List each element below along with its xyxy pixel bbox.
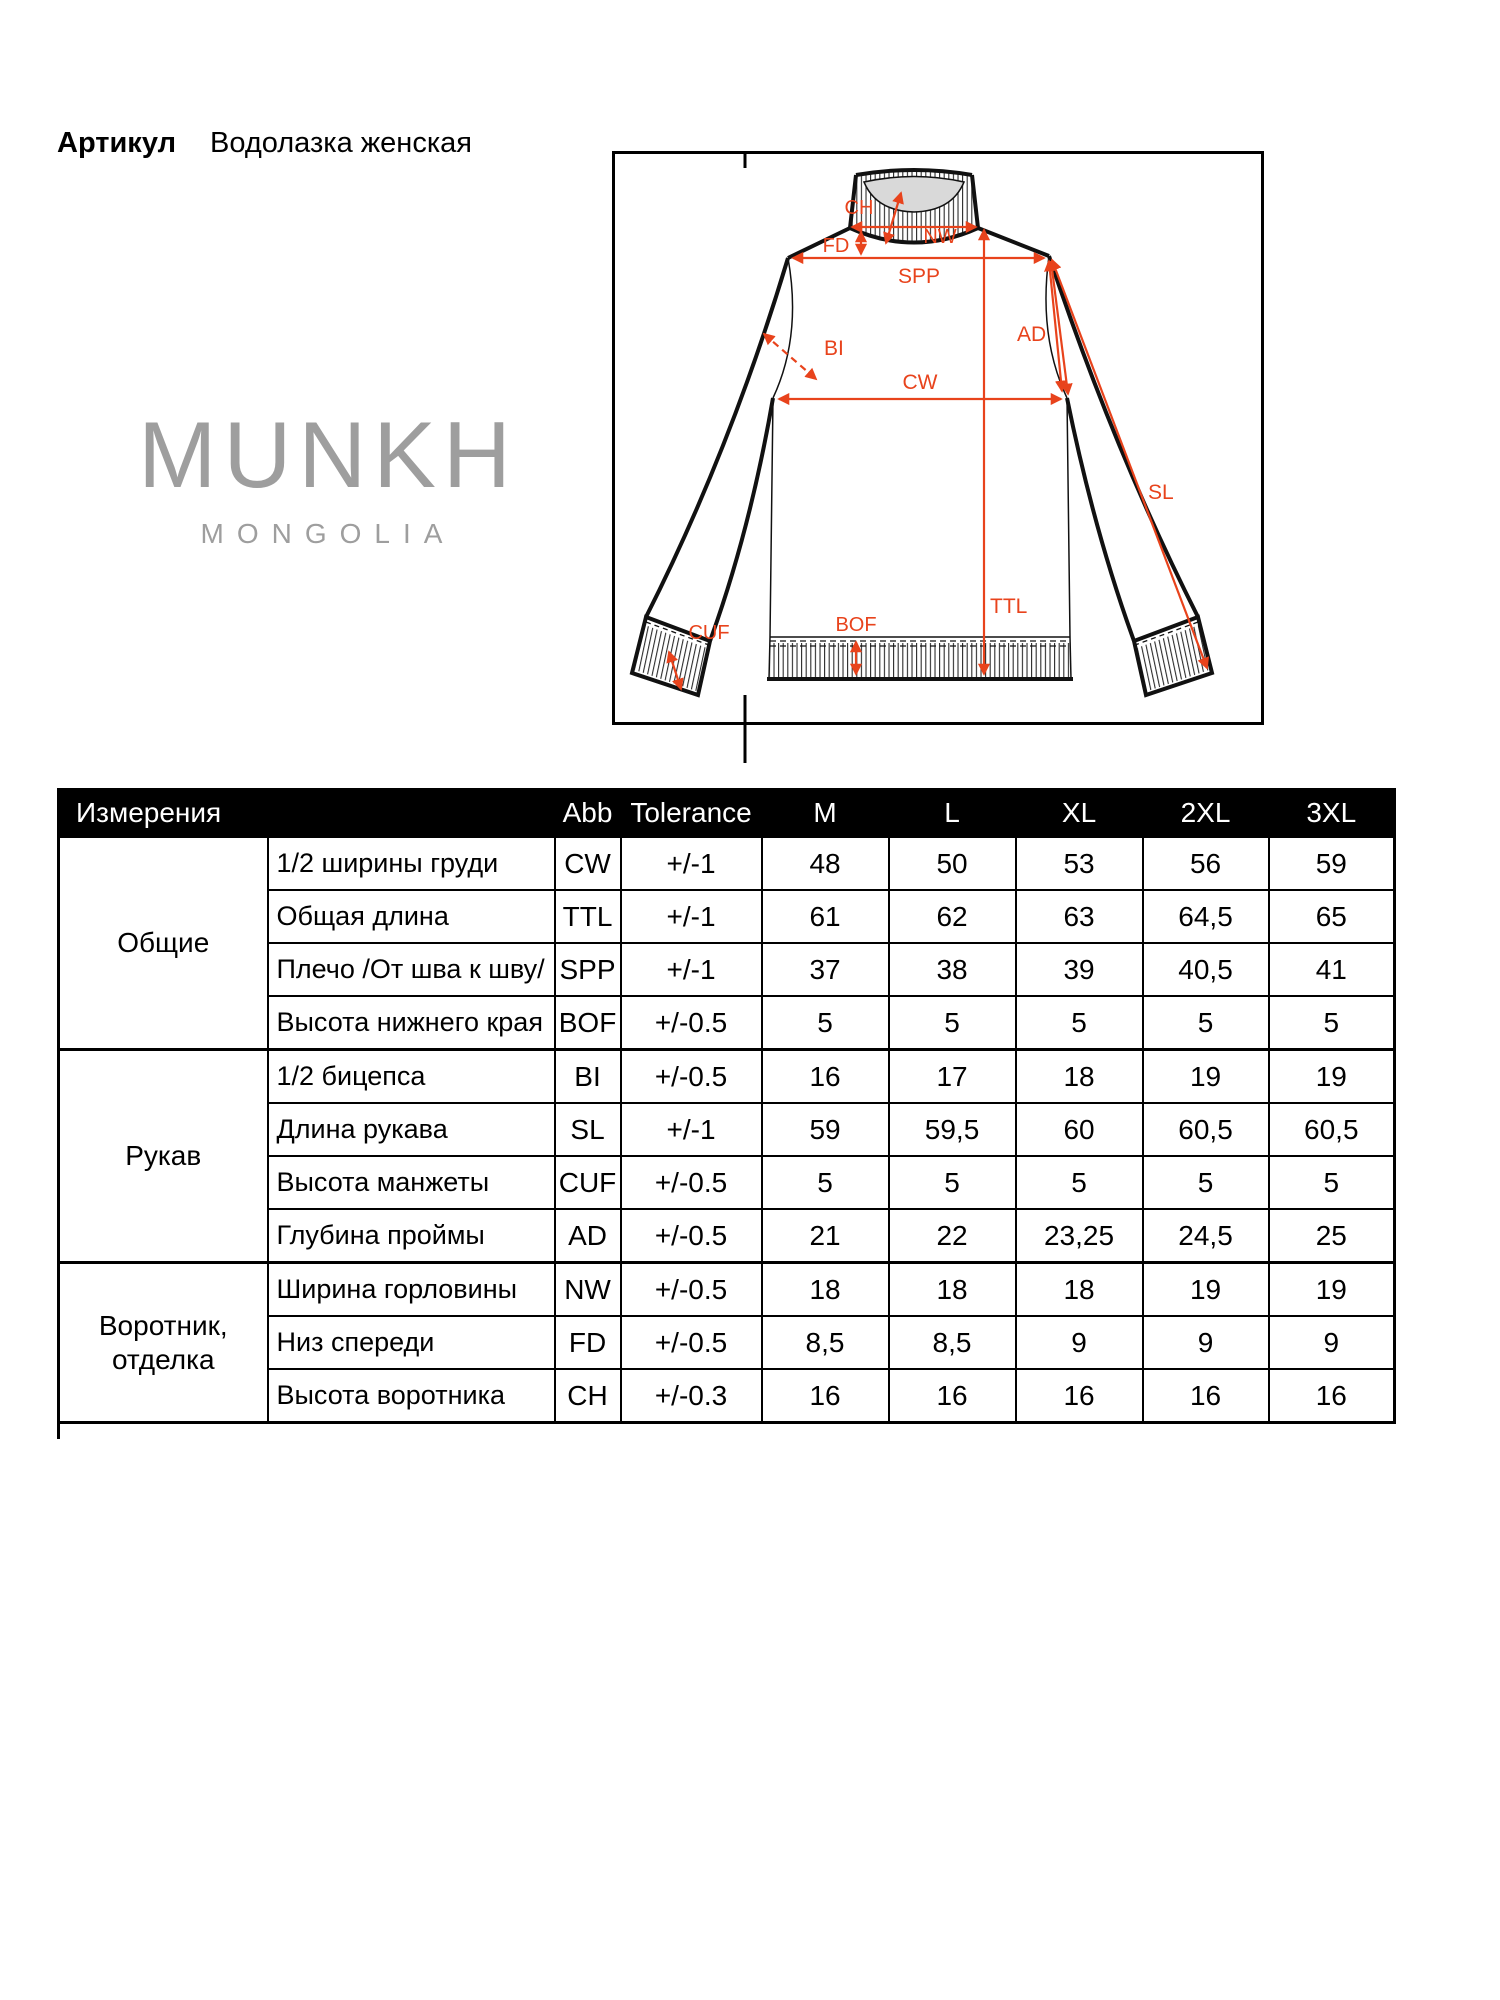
doc-header	[57, 128, 472, 160]
size-value: 48	[762, 837, 889, 891]
size-value: 5	[1269, 1156, 1395, 1209]
size-value: 5	[1016, 996, 1143, 1050]
table-header-row	[59, 790, 1395, 837]
col-header-abb: Abb	[555, 790, 621, 837]
size-value: 53	[1016, 837, 1143, 891]
size-value: 22	[889, 1209, 1016, 1263]
abbreviation: BI	[555, 1050, 621, 1104]
size-value: 9	[1269, 1316, 1395, 1369]
abbreviation: NW	[555, 1263, 621, 1317]
col-header-tolerance: Tolerance	[621, 790, 762, 837]
size-value: 59,5	[889, 1103, 1016, 1156]
size-value: 5	[1269, 996, 1395, 1050]
size-value: 16	[762, 1050, 889, 1104]
measurement-name: Ширина горловины	[268, 1263, 555, 1317]
abbreviation: SPP	[555, 943, 621, 996]
col-header-2xl: 2XL	[1143, 790, 1269, 837]
size-value: 60,5	[1269, 1103, 1395, 1156]
col-header-l: L	[889, 790, 1016, 837]
size-value: 18	[1016, 1263, 1143, 1317]
size-value: 61	[762, 890, 889, 943]
tolerance: +/-0.5	[621, 1050, 762, 1104]
size-value: 18	[889, 1263, 1016, 1317]
size-value: 5	[1143, 996, 1269, 1050]
size-value: 56	[1143, 837, 1269, 891]
size-value: 18	[762, 1263, 889, 1317]
size-value: 41	[1269, 943, 1395, 996]
size-value: 19	[1143, 1263, 1269, 1317]
measurement-name: Общая длина	[268, 890, 555, 943]
size-value: 60	[1016, 1103, 1143, 1156]
size-value: 8,5	[762, 1316, 889, 1369]
size-value: 9	[1143, 1316, 1269, 1369]
group-label: Воротник, отделка	[59, 1263, 268, 1423]
abbreviation: AD	[555, 1209, 621, 1263]
size-value: 50	[889, 837, 1016, 891]
diagram-label-ttl: TTL	[990, 595, 1028, 618]
size-value: 9	[1016, 1316, 1143, 1369]
col-header-measurements: Измерения	[59, 790, 555, 837]
diagram-label-spp: SPP	[897, 265, 941, 288]
col-header-xl: XL	[1016, 790, 1143, 837]
brand-logo	[108, 402, 548, 550]
measurement-name: Высота воротника	[268, 1369, 555, 1423]
size-value: 16	[762, 1369, 889, 1423]
table-left-border-tail	[57, 1412, 60, 1439]
product-name: Водолазка женская	[210, 127, 472, 159]
brand-name: MUNKH	[138, 402, 518, 507]
size-value: 23,25	[1016, 1209, 1143, 1263]
size-table	[57, 788, 1396, 1424]
size-value: 5	[1143, 1156, 1269, 1209]
size-value: 59	[1269, 837, 1395, 891]
abbreviation: TTL	[555, 890, 621, 943]
size-value: 60,5	[1143, 1103, 1269, 1156]
abbreviation: FD	[555, 1316, 621, 1369]
size-value: 5	[762, 1156, 889, 1209]
size-value: 63	[1016, 890, 1143, 943]
size-value: 21	[762, 1209, 889, 1263]
tolerance: +/-1	[621, 1103, 762, 1156]
size-value: 18	[1016, 1050, 1143, 1104]
tolerance: +/-0.5	[621, 1316, 762, 1369]
group-label: Рукав	[59, 1050, 268, 1263]
tolerance: +/-0.5	[621, 1156, 762, 1209]
size-value: 5	[762, 996, 889, 1050]
tolerance: +/-0.5	[621, 996, 762, 1050]
diagram-label-cw: CW	[902, 371, 938, 394]
size-value: 25	[1269, 1209, 1395, 1263]
abbreviation: SL	[555, 1103, 621, 1156]
article-label: Артикул	[57, 127, 176, 159]
measurement-name: 1/2 ширины груди	[268, 837, 555, 891]
abbreviation: BOF	[555, 996, 621, 1050]
tolerance: +/-1	[621, 890, 762, 943]
diagram-label-fd: FD	[822, 235, 850, 257]
size-value: 16	[1269, 1369, 1395, 1423]
size-value: 64,5	[1143, 890, 1269, 943]
size-value: 59	[762, 1103, 889, 1156]
measurement-name: Длина рукава	[268, 1103, 555, 1156]
size-value: 40,5	[1143, 943, 1269, 996]
size-value: 65	[1269, 890, 1395, 943]
diagram-label-bof: BOF	[835, 614, 877, 636]
size-value: 24,5	[1143, 1209, 1269, 1263]
col-header-m: M	[762, 790, 889, 837]
measurement-name: Глубина проймы	[268, 1209, 555, 1263]
abbreviation: CUF	[555, 1156, 621, 1209]
diagram-label-cuf: CUF	[688, 622, 730, 644]
abbreviation: CW	[555, 837, 621, 891]
size-value: 5	[889, 1156, 1016, 1209]
size-value: 16	[1143, 1369, 1269, 1423]
size-value: 5	[1016, 1156, 1143, 1209]
table-row	[59, 837, 1395, 891]
measurement-name: Высота нижнего края	[268, 996, 555, 1050]
table-row	[59, 1263, 1395, 1317]
size-value: 37	[762, 943, 889, 996]
size-value: 5	[889, 996, 1016, 1050]
table-row	[59, 1050, 1395, 1104]
size-value: 19	[1269, 1263, 1395, 1317]
tolerance: +/-0.3	[621, 1369, 762, 1423]
measurement-name: 1/2 бицепса	[268, 1050, 555, 1104]
tolerance: +/-1	[621, 837, 762, 891]
col-header-3xl: 3XL	[1269, 790, 1395, 837]
size-value: 8,5	[889, 1316, 1016, 1369]
brand-country: MONGOLIA	[200, 518, 456, 549]
diagram-label-ch: CH	[844, 197, 874, 219]
size-value: 19	[1269, 1050, 1395, 1104]
size-value: 16	[1016, 1369, 1143, 1423]
size-value: 38	[889, 943, 1016, 996]
diagram-label-nw: NW	[923, 226, 957, 248]
size-value: 19	[1143, 1050, 1269, 1104]
diagram-label-ad: AD	[1017, 323, 1047, 346]
tolerance: +/-0.5	[621, 1263, 762, 1317]
size-value: 17	[889, 1050, 1016, 1104]
group-label: Общие	[59, 837, 268, 1050]
diagram-label-sl: SL	[1148, 481, 1174, 504]
measurement-name: Высота манжеты	[268, 1156, 555, 1209]
diagram-label-bi: BI	[824, 337, 844, 360]
measurement-name: Плечо /От шва к шву/	[268, 943, 555, 996]
size-value: 62	[889, 890, 1016, 943]
size-value: 16	[889, 1369, 1016, 1423]
tolerance: +/-0.5	[621, 1209, 762, 1263]
measurement-name: Низ спереди	[268, 1316, 555, 1369]
abbreviation: CH	[555, 1369, 621, 1423]
size-value: 39	[1016, 943, 1143, 996]
tolerance: +/-1	[621, 943, 762, 996]
size-diagram	[612, 151, 1264, 791]
